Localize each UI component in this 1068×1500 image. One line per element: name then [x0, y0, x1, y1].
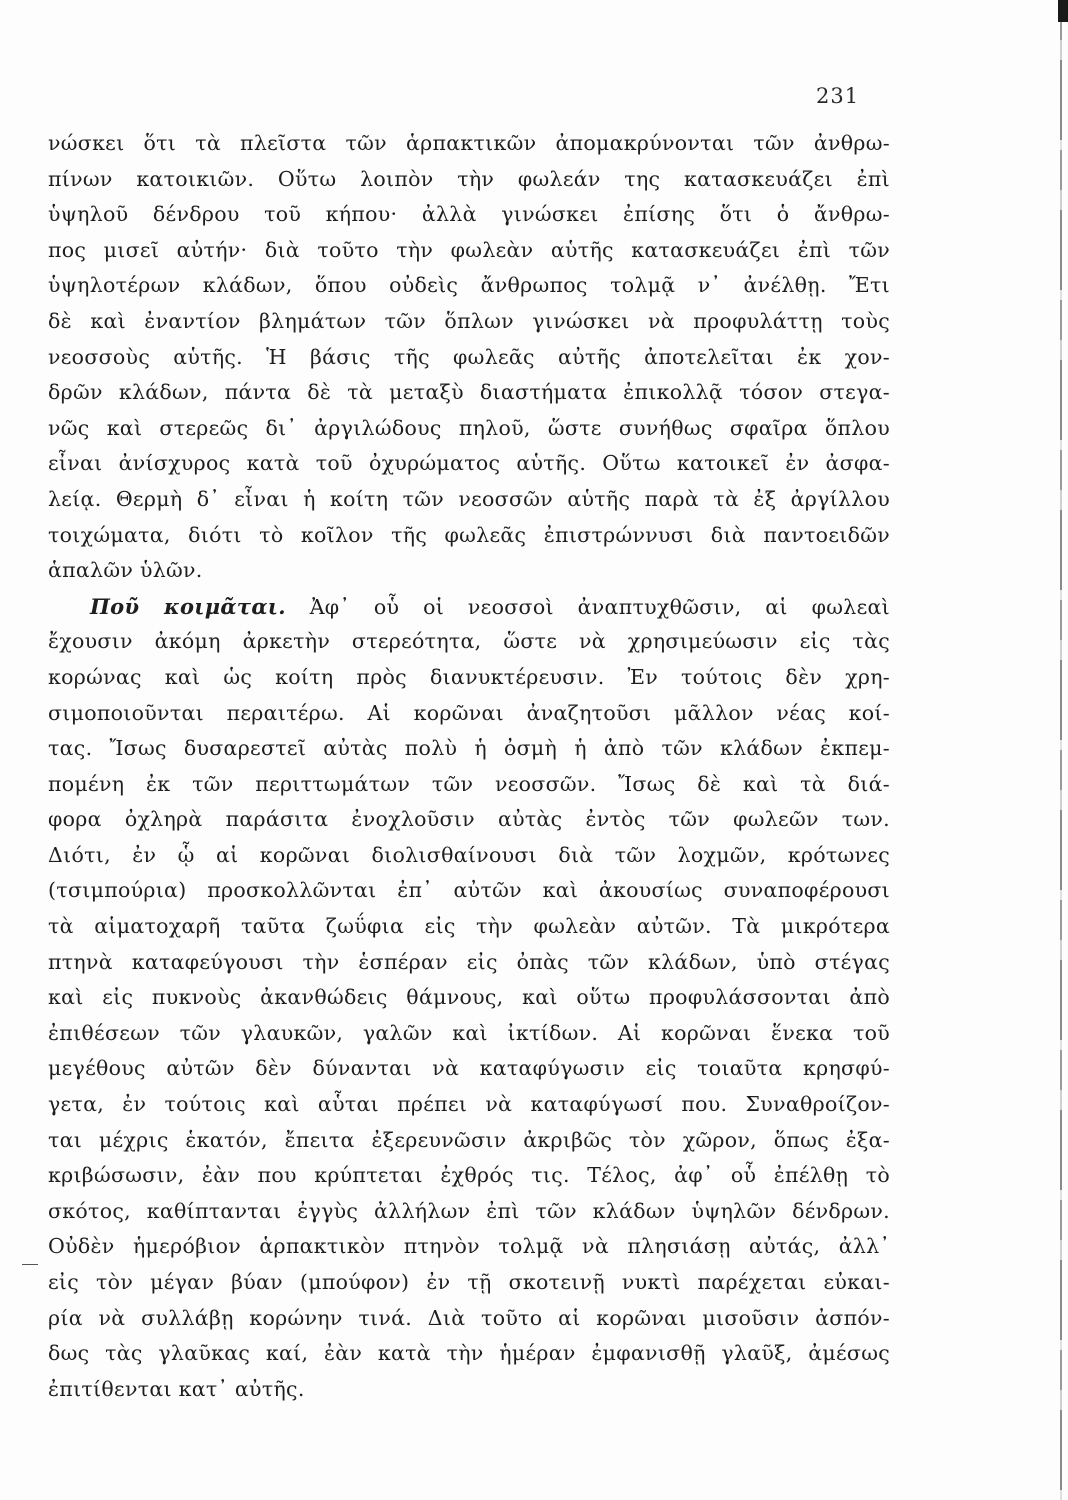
text-line: ἔχουσιν ἀκόμη ἀρκετὴν στερεότητα, ὥστε νὰ χρησιμεύωσιν εἰς τὰς: [48, 629, 890, 654]
text-line: ἐπιθέσεων τῶν γλαυκῶν, γαλῶν καὶ ἰκτίδων. Αἱ κορῶναι ἕνεκα τοῦ: [48, 1020, 890, 1045]
text-line: κορώνας καὶ ὡς κοίτη πρὸς διανυκτέρευσιν. Ἐν τούτοις δὲν χρη-: [48, 664, 890, 689]
text-line: φορα ὀχληρὰ παράσιτα ἐνοχλοῦσιν αὐτὰς ἐντὸς τῶν φωλεῶν των.: [48, 807, 890, 832]
text-line: εἰς τὸν μέγαν βύαν (μπούφον) ἐν τῇ σκοτεινῇ νυκτὶ παρέχεται εὐκαι-: [48, 1270, 890, 1294]
scan-corner-mark: [1058, 0, 1068, 22]
text-line-rest: Ἀφ᾽ οὗ οἱ νεοσσοὶ ἀναπτυχθῶσιν, αἱ φωλεαὶ: [309, 594, 890, 619]
page-edge-shadow: [1060, 0, 1062, 1500]
text-line: ἐπιτίθενται κατ᾽ αὐτῆς.: [48, 1376, 305, 1401]
text-line: τας. Ἴσως δυσαρεστεῖ αὐτὰς πολὺ ἡ ὀσμὴ ἡ ἀπὸ τῶν κλάδων ἐκπεμ-: [48, 736, 890, 761]
text-line: ὑψηλοτέρων κλάδων, ὅπου οὐδεὶς ἄνθρωπος τολμᾷ ν᾽ ἀνέλθῃ. Ἔτι: [48, 273, 890, 298]
page-number: 231: [816, 84, 860, 108]
text-line: Διότι, ἐν ᾧ αἱ κορῶναι διολισθαίνουσι διὰ τῶν λοχμῶν, κρότωνες: [48, 842, 890, 867]
text-line: δρῶν κλάδων, πάντα δὲ τὰ μεταξὺ διαστήματα ἐπικολλᾷ τόσον στεγα-: [48, 380, 890, 405]
text-line: σιμοποιοῦνται περαιτέρω. Αἱ κορῶναι ἀναζητοῦσι μᾶλλον νέας κοί-: [48, 700, 890, 725]
text-line: πος μισεῖ αὐτήν· διὰ τοῦτο τὴν φωλεὰν αὑτῆς κατασκευάζει ἐπὶ τῶν: [48, 237, 890, 262]
text-line: (τσιμπούρια) προσκολλῶνται ἐπ᾽ αὐτῶν καὶ ἀκουσίως συναποφέρουσι: [48, 878, 890, 903]
text-line: εἶναι ἀνίσχυρος κατὰ τοῦ ὀχυρώματος αὑτῆς. Οὕτω κατοικεῖ ἐν ἀσφα-: [48, 451, 890, 476]
text-line: πίνων κατοικιῶν. Οὕτω λοιπὸν τὴν φωλεάν της κατασκευάζει ἐπὶ: [48, 166, 890, 191]
text-line: πτηνὰ καταφεύγουσι τὴν ἑσπέραν εἰς ὀπὰς τῶν κλάδων, ὑπὸ στέγας: [48, 949, 890, 974]
margin-mark: [22, 1264, 38, 1265]
text-line: τοιχώματα, διότι τὸ κοῖλον τῆς φωλεᾶς ἐπιστρώννυσι διὰ παντοειδῶν: [48, 522, 890, 547]
text-line: ρία νὰ συλλάβῃ κορώνην τινά. Διὰ τοῦτο αἱ κορῶναι μισοῦσιν ἀσπόν-: [48, 1305, 890, 1330]
text-line: κριβώσωσιν, ἐὰν που κρύπτεται ἐχθρός τις. Τέλος, ἀφ᾽ οὗ ἐπέλθῃ τὸ: [48, 1163, 890, 1188]
text-line: νώσκει ὅτι τὰ πλεῖστα τῶν ἁρπακτικῶν ἀπομακρύνονται τῶν ἀνθρω-: [48, 131, 890, 155]
text-line: λείᾳ. Θερμὴ δ᾽ εἶναι ἡ κοίτη τῶν νεοσσῶν αὑτῆς παρὰ τὰ ἐξ ἀργίλλου: [48, 486, 890, 511]
text-line: σκότος, καθίπτανται ἐγγὺς ἀλλήλων ἐπὶ τῶν κλάδων ὑψηλῶν δένδρων.: [48, 1198, 890, 1223]
text-line: μεγέθους αὐτῶν δὲν δύνανται νὰ καταφύγωσιν εἰς τοιαῦτα κρησφύ-: [48, 1056, 890, 1081]
text-line: Οὐδὲν ἡμερόβιον ἁρπακτικὸν πτηνὸν τολμᾷ νὰ πλησιάσῃ αὐτάς, ἀλλ᾽: [48, 1234, 890, 1259]
text-line: νῶς καὶ στερεῶς δι᾽ ἀργιλώδους πηλοῦ, ὥστε συνήθως σφαῖρα ὅπλου: [48, 415, 890, 440]
text-line: νεοσσοὺς αὑτῆς. Ἡ βάσις τῆς φωλεᾶς αὐτῆς ἀποτελεῖται ἐκ χον-: [48, 344, 890, 369]
text-line: καὶ εἰς πυκνοὺς ἀκανθώδεις θάμνους, καὶ οὕτω προφυλάσσονται ἀπὸ: [48, 985, 890, 1010]
text-line: τὰ αἱματοχαρῆ ταῦτα ζωΰφια εἰς τὴν φωλεὰν αὐτῶν. Τὰ μικρότερα: [48, 914, 890, 939]
text-line: γετα, ἐν τούτοις καὶ αὗται πρέπει νὰ καταφύγωσί που. Συναθροίζον-: [48, 1092, 890, 1117]
text-line: δως τὰς γλαῦκας καί, ἐὰν κατὰ τὴν ἡμέραν ἐμφανισθῇ γλαῦξ, ἀμέσως: [48, 1341, 890, 1366]
text-line: δὲ καὶ ἐναντίον βλημάτων τῶν ὅπλων γινώσκει νὰ προφυλάττῃ τοὺς: [48, 308, 890, 333]
text-line: πομένη ἐκ τῶν περιττωμάτων τῶν νεοσσῶν. Ἴσως δὲ καὶ τὰ διά-: [48, 771, 890, 796]
section-first-line: [48, 589, 890, 625]
text-line: ὑψηλοῦ δένδρου τοῦ κήπου· ἀλλὰ γινώσκει ἐπίσης ὅτι ὁ ἄνθρω-: [48, 202, 890, 227]
text-line: ἁπαλῶν ὑλῶν.: [48, 558, 203, 583]
section-heading: Ποῦ κοιμᾶται.: [90, 593, 286, 619]
body-text: [48, 126, 890, 1407]
text-line: ται μέχρις ἑκατόν, ἔπειτα ἐξερευνῶσιν ἀκριβῶς τὸν χῶρον, ὅπως ἐξα-: [48, 1127, 890, 1152]
